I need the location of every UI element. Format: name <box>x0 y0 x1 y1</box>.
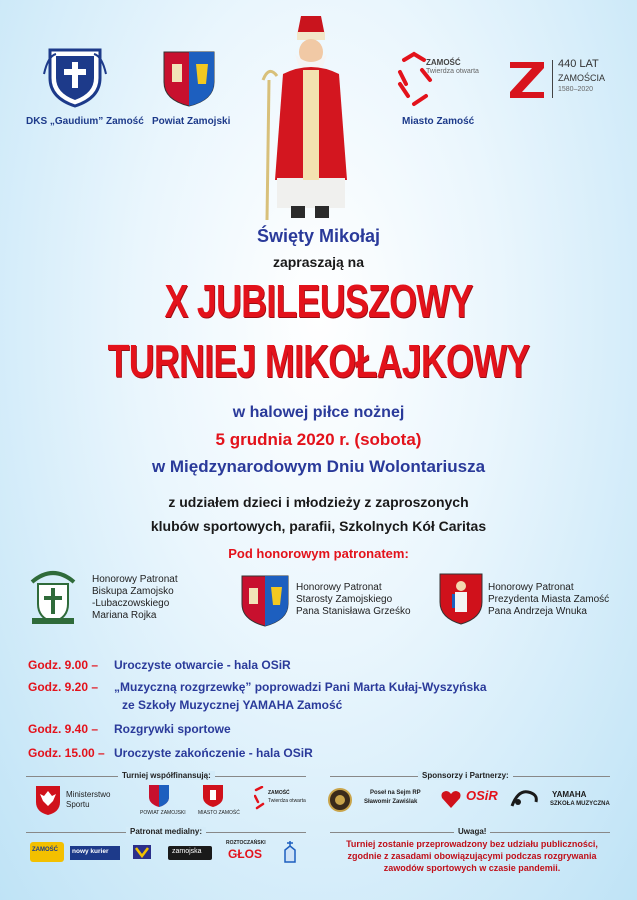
occasion-text: w Międzynarodowym Dniu Wolontariusza <box>151 457 486 476</box>
anniversary-range: 1580–2020 <box>558 86 594 93</box>
twierdza-small-tagline: Twierdza otwarta <box>268 798 306 804</box>
miasto-label: Miasto Zamość <box>402 116 475 127</box>
powiat-small-label: POWIAT ZAMOJSKI <box>140 810 186 816</box>
twierdza-small-word: ZAMOŚĆ <box>268 790 290 796</box>
patron-bishop-line-3: -Lubaczowskiego <box>92 598 170 609</box>
patron-starosta-line-1: Honorowy Patronat <box>296 582 382 593</box>
media-zamojska-logo <box>168 846 212 860</box>
yamaha-sublabel: SZKOŁA MUZYCZNA <box>550 801 610 807</box>
media-zamosc-logo <box>30 842 64 862</box>
schedule-row <box>28 742 618 764</box>
yamaha-label: YAMAHA <box>552 790 587 799</box>
schedule-row <box>28 676 618 694</box>
patron-bishop-line-1: Honorowy Patronat <box>92 574 178 585</box>
participants-line-2: klubów sportowych, parafii, Szkolnych Kół Caritas <box>150 518 487 534</box>
twierdza-small-logo <box>254 786 308 812</box>
notice-line-3: zawodów sportowych w czasie pandemii. <box>383 863 561 873</box>
media-glos-logo <box>226 840 270 864</box>
santa-claus-figure <box>255 10 365 225</box>
patron-starosta <box>296 582 411 618</box>
patronage-heading: Pod honorowym patronatem: <box>228 546 409 561</box>
event-date: 5 grudnia 2020 r. (sobota) <box>215 430 422 449</box>
powiat-label: Powiat Zamojski <box>152 116 231 127</box>
gaudium-logo <box>42 44 108 108</box>
media-glos-label: GŁOS <box>228 847 263 861</box>
patron-prezydent-line-3: Pana Andrzeja Wnuka <box>488 606 587 617</box>
schedule-time: Godz. 15.00 – <box>28 746 105 760</box>
title-line-2: TURNIEJ MIKOŁAJKOWY <box>107 335 530 387</box>
poland-eagle-icon <box>34 784 62 816</box>
invite-text: zapraszają na <box>272 254 365 270</box>
starosta-coat-of-arms-icon <box>240 574 290 628</box>
patron-starosta-line-3: Pana Stanisława Grześko <box>296 606 411 617</box>
schedule-time: Godz. 9.00 – <box>28 658 99 672</box>
powiat-coat-of-arms-icon <box>162 50 216 108</box>
patron-bishop-line-4: Mariana Rojka <box>92 610 157 621</box>
schedule-desc: „Muzyczną rozgrzewkę” poprowadzi Pani Marta Kułaj-Wyszyńska <box>114 680 487 694</box>
participants-line-1: z udziałem dzieci i młodzieży z zaproszonych <box>168 494 469 510</box>
anniversary-city: ZAMOŚCIA <box>558 73 606 83</box>
media-nowy-kurier-logo <box>70 846 120 860</box>
schedule-desc: Uroczyste zakończenie - hala OSiR <box>114 746 313 760</box>
powiat-small-coat-icon <box>148 784 170 808</box>
media-tv-logo-icon <box>132 844 152 860</box>
schedule-row <box>28 718 618 742</box>
patron-bishop <box>92 574 178 622</box>
gaudium-label: DKS „Gaudium” Zamość <box>26 116 144 127</box>
posel-line-2: Sławomir Zawiślak <box>364 799 418 805</box>
schedule <box>28 654 618 764</box>
patron-prezydent <box>488 582 609 618</box>
caritas-heart-icon <box>440 788 462 810</box>
notice-line-1: Turniej zostanie przeprowadzony bez udziału publiczności, <box>346 839 598 849</box>
miasto-small-coat-icon <box>202 784 224 808</box>
schedule-row <box>28 654 618 676</box>
schedule-row-continued <box>28 694 618 718</box>
miasto-zamosc-logo <box>396 50 480 108</box>
miasto-logo-tagline: Twierdza otwarta <box>426 68 479 75</box>
anniversary-logo <box>508 58 620 102</box>
media-heading: Patronat medialny: <box>126 827 206 836</box>
sponsors-heading: Sponsorzy i Partnerzy: <box>418 771 513 780</box>
patron-prezydent-line-1: Honorowy Patronat <box>488 582 574 593</box>
host-title: Święty Mikołaj <box>256 226 381 246</box>
discipline-text: w halowej piłce nożnej <box>232 404 405 421</box>
posel-seal-icon <box>328 788 352 812</box>
schedule-time: Godz. 9.20 – <box>28 680 99 694</box>
posel-line-1: Poseł na Sejm RP <box>370 790 421 796</box>
patron-bishop-line-2: Biskupa Zamojsko <box>92 586 174 597</box>
media-glos-top: ROZTOCZAŃSKI <box>226 840 266 846</box>
miasto-logo-word: ZAMOŚĆ <box>426 58 461 67</box>
media-zamojska-label: zamojska <box>172 848 202 855</box>
media-church-icon <box>282 840 298 864</box>
ministry-line-2: Sportu <box>66 800 90 809</box>
patron-starosta-line-2: Starosty Zamojskiego <box>296 594 393 605</box>
notice-heading: Uwaga! <box>454 827 490 836</box>
osir-label: OSiR <box>466 788 498 803</box>
anniversary-years: 440 LAT <box>558 58 599 70</box>
osir-logo <box>464 786 504 810</box>
yamaha-logo <box>544 790 614 812</box>
schedule-time: Godz. 9.40 – <box>28 722 99 736</box>
ministry-line-1: Ministerstwo <box>66 790 111 799</box>
sir-logo-icon <box>510 788 540 810</box>
media-nowy-label: nowy kurier <box>72 848 109 855</box>
schedule-desc: Uroczyste otwarcie - hala OSiR <box>114 658 291 672</box>
prezydent-coat-of-arms-icon <box>438 572 484 626</box>
schedule-desc-continued: ze Szkoły Muzycznej YAMAHA Zamość <box>122 698 343 712</box>
schedule-desc: Rozgrywki sportowe <box>114 722 231 736</box>
media-zamosc-label: ZAMOŚĆ <box>32 847 58 853</box>
notice-line-2: zgodnie z zasadami obowiązującymi podczas rozgrywania <box>347 851 597 861</box>
title-line-1: X JUBILEUSZOWY <box>164 275 473 327</box>
bishop-coat-of-arms-icon <box>26 568 80 626</box>
miasto-small-label: MIASTO ZAMOŚĆ <box>198 810 240 816</box>
cofinance-heading: Turniej współfinansują: <box>118 771 215 780</box>
notice-text <box>330 838 614 874</box>
patron-prezydent-line-2: Prezydenta Miasta Zamość <box>488 594 610 605</box>
